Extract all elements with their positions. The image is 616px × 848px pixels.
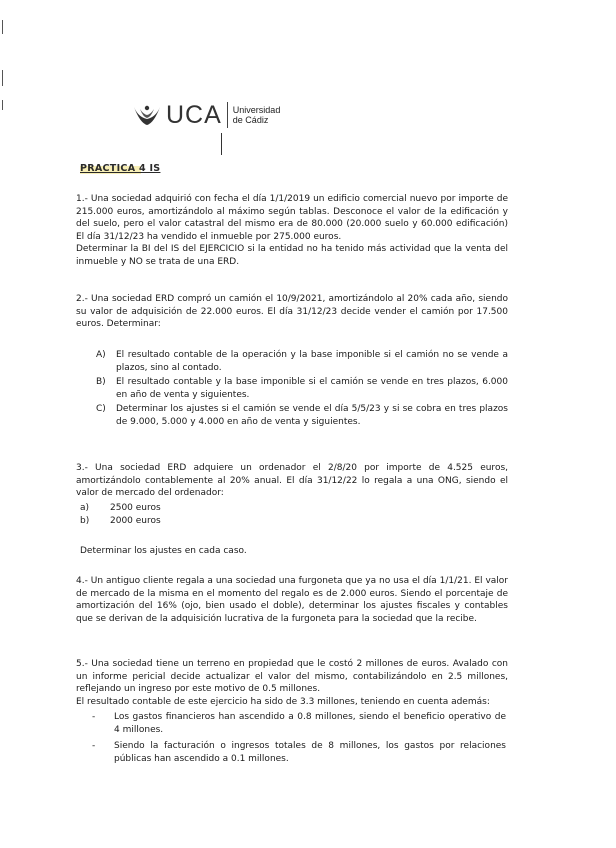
- question-2-options: [96, 349, 508, 431]
- question-2: [76, 293, 508, 331]
- list-item: [80, 515, 161, 528]
- question-4-statement: 4.- Un antiguo cliente regala a una sociedad una furgoneta que ya no usa el día 1/1/21. El valor de mercado de la misma en el momento del regalo es de 2.000 euros. Siendo el porcentaje de amortización del 16% (ojo, bien usado el doble), determinar los ajustes fiscales y contables que se derivan de la adquisición lucrativa de la furgoneta para la sociedad que la recibe.: [76, 576, 508, 624]
- option-text: 2000 euros: [110, 515, 161, 526]
- question-1-statement: 1.- Una sociedad adquirió con fecha el día 1/1/2019 un edificio comercial nuevo por importe de 215.000 euros, amortizándolo al máximo según tablas. Desconoce el valor de la edificación y del suelo, pero el valor catastral del mismo era de 80.000 (20.000 suelo y 60.000 edificación) El día 31/12/23 ha vendido el inmueble por 275.000 euros.: [76, 194, 508, 242]
- university-name: [233, 105, 281, 125]
- list-item: [96, 403, 508, 428]
- question-5: [76, 658, 508, 708]
- bullet-text: Siendo la facturación o ingresos totales de 8 millones, los gastos por relaciones públicas han ascendido a 0.1 millones.: [114, 741, 506, 764]
- list-item: [96, 376, 508, 401]
- question-1-task: Determinar la BI del IS del EJERCICIO si la entidad no ha tenido más actividad que la venta del inmueble y NO se trata de una ERD.: [76, 244, 508, 267]
- bullet-label: -: [92, 741, 96, 752]
- option-label: a): [80, 503, 90, 513]
- scan-mark: [2, 70, 3, 86]
- list-item: [92, 711, 506, 736]
- option-label: b): [80, 515, 90, 526]
- question-5-statement: 5.- Una sociedad tiene un terreno en propiedad que le costó 2 millones de euros. Avalado con un informe pericial decide actualizar el valor del mismo, contabilizándolo en 2.5 millones, reflejando un ingreso por este motivo de 0.5 millones.: [76, 659, 508, 695]
- option-text: El resultado contable y la base imponible si el camión se vende en tres plazos, 6.000 en año de venta y siguientes.: [116, 377, 508, 400]
- question-3-statement: 3.- Una sociedad ERD adquiere un ordenador el 2/8/20 por importe de 4.525 euros, amortizándolo contablemente al 20% anual. El día 31/12/22 lo regala a una ONG, siendo el valor de mercado del ordenador:: [76, 463, 508, 499]
- option-label: A): [96, 350, 106, 360]
- bullet-text: Los gastos financieros han ascendido a 0.8 millones, siendo el beneficio operativo de 4 millones.: [114, 712, 506, 735]
- logo-text: UCA: [166, 100, 222, 129]
- option-text: 2500 euros: [110, 503, 161, 513]
- question-4: [76, 575, 508, 625]
- university-name-line1: Universidad: [232, 105, 281, 115]
- page-title: PRACTICA 4 IS: [80, 163, 161, 174]
- list-item: [96, 349, 508, 374]
- header-divider: [221, 133, 222, 155]
- question-2-statement: 2.- Una sociedad ERD compró un camión el 10/9/2021, amortizándolo al 20% cada año, siendo su valor de adquisición de 22.000 euros. El día 31/12/23 decide vender el camión por 17.500 euros. Determinar:: [76, 294, 508, 330]
- university-name-line2: de Cádiz: [232, 115, 269, 125]
- list-item: [80, 502, 161, 515]
- logo-emblem-icon: [132, 103, 162, 127]
- option-text: Determinar los ajustes si el camión se vende el día 5/5/23 y si se cobra en tres plazos de 9.000, 5.000 y 4.000 en año de venta y siguientes.: [116, 404, 508, 427]
- option-label: C): [96, 404, 106, 415]
- question-5-context: El resultado contable de este ejercicio ha sido de 3.3 millones, teniendo en cuenta además:: [76, 696, 490, 707]
- scan-mark: [2, 100, 3, 110]
- question-3-task: Determinar los ajustes en cada caso.: [80, 546, 247, 556]
- question-3: [76, 462, 508, 500]
- logo-divider: [227, 102, 228, 128]
- question-5-bullets: [92, 711, 506, 765]
- question-3-options: [80, 502, 161, 527]
- list-item: [92, 740, 506, 765]
- option-text: El resultado contable de la operación y la base imponible si el camión no se vende a plazos, sino al contado.: [116, 350, 508, 373]
- university-logo: [132, 100, 280, 130]
- option-label: B): [96, 377, 106, 388]
- bullet-label: -: [92, 712, 96, 722]
- question-1: [76, 193, 508, 269]
- scan-mark: [2, 20, 3, 34]
